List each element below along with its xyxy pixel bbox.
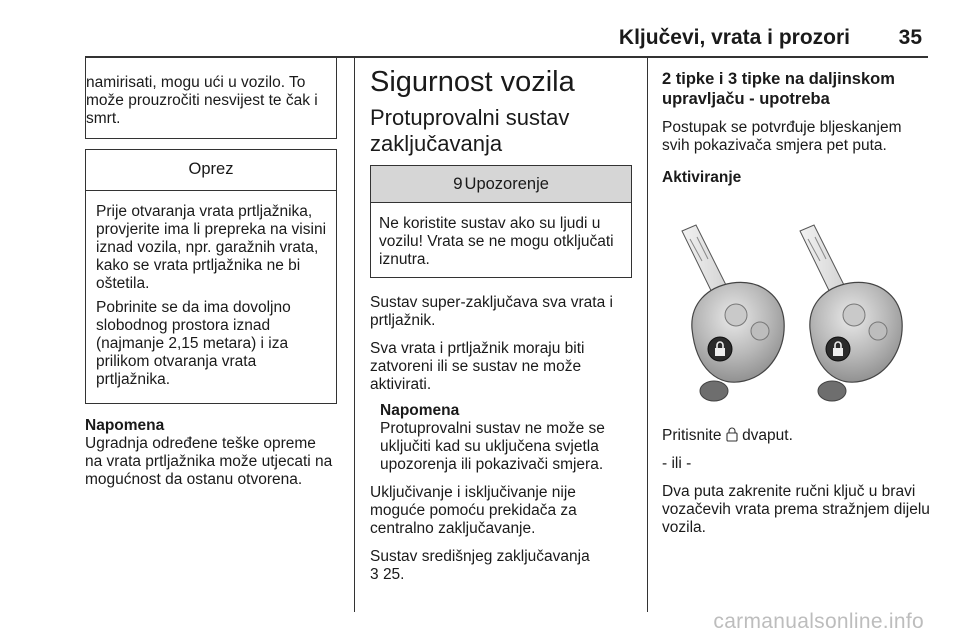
subsection-title: Protuprovalni sustav zaključavanja bbox=[370, 105, 570, 156]
body-paragraph bbox=[370, 548, 632, 584]
warning-box bbox=[370, 165, 632, 278]
press-suffix: dvaput. bbox=[742, 427, 793, 444]
subsection-heading: 2 tipke i 3 tipke na daljinskom upravljaču - upotreba bbox=[662, 70, 895, 108]
body-paragraph: Postupak se potvrđuje bljeskanjem svih pokazivača smjera pet puta. bbox=[662, 119, 902, 154]
caution-body bbox=[86, 191, 336, 403]
warning-continuation-box bbox=[85, 57, 337, 139]
reference-text: Sustav središnjeg zaključavanja bbox=[370, 548, 590, 565]
body-paragraph: Uključivanje i isključivanje nije moguće pomoću prekidača za centralno zaključavanje. bbox=[370, 484, 577, 537]
continued-text: namirisati, mogu ući u vozilo. To može prouzročiti nesvijest te čak i smrt. bbox=[86, 74, 318, 127]
caution-box bbox=[85, 149, 337, 404]
or-separator: - ili - bbox=[662, 455, 692, 472]
caution-paragraph: Prije otvaranja vrata prtljažnika, provjerite ima li prepreka na visini iznad vozila, npr. garažnih vrata, kako se vrata prtljažnika ne bi oštetila. bbox=[96, 203, 327, 292]
warning-heading: Upozorenje bbox=[464, 175, 549, 193]
column-right bbox=[662, 57, 930, 537]
column-middle bbox=[370, 57, 632, 584]
running-head bbox=[0, 26, 960, 56]
note-block bbox=[370, 402, 632, 474]
remote-key-right bbox=[800, 225, 902, 401]
body-paragraph: Sustav super-zaključava sva vrata i prtljažnik. bbox=[370, 294, 613, 329]
reference-arrow-icon: 3 bbox=[370, 566, 379, 583]
page-reference-link[interactable]: 25. bbox=[382, 566, 405, 583]
sub-heading: Aktiviranje bbox=[662, 169, 742, 186]
note-text: Protuprovalni sustav ne može se uključiti kad su uključena svjetla upozorenja ili pokazivači smjera. bbox=[380, 420, 605, 473]
caution-paragraph: Pobrinite se da ima dovoljno slobodnog prostora iznad (najmanje 2,15 metara) i iza prilikom otvaranja vrata prtljažnika. bbox=[96, 299, 291, 388]
note-heading: Napomena bbox=[85, 417, 165, 434]
page-number: 35 bbox=[898, 26, 922, 49]
note-heading: Napomena bbox=[380, 402, 460, 419]
body-paragraph: Sva vrata i prtljažnik moraju biti zatvoreni ili se sustav ne može aktivirati. bbox=[370, 340, 585, 393]
watermark: carmanualsonline.info bbox=[713, 610, 924, 633]
column-divider bbox=[647, 57, 648, 612]
warning-body bbox=[371, 203, 631, 277]
note-block bbox=[85, 417, 337, 489]
body-paragraph bbox=[662, 427, 930, 445]
caution-heading: Oprez bbox=[86, 150, 336, 191]
note-text: Ugradnja određene teške opreme na vrata prtljažnika može utjecati na mogućnost da ostanu otvorena. bbox=[85, 435, 333, 488]
warning-header bbox=[371, 166, 631, 203]
chapter-title: Ključevi, vrata i prozori bbox=[618, 26, 850, 49]
press-prefix: Pritisnite bbox=[662, 427, 722, 444]
padlock-icon bbox=[726, 427, 738, 442]
warning-text: Ne koristite sustav ako su ljudi u vozilu! Vrata se ne mogu otključati iznutra. bbox=[379, 215, 614, 268]
body-paragraph: Dva puta zakrenite ručni ključ u bravi vozačevih vrata prema stražnjem dijelu vozila. bbox=[662, 483, 930, 536]
remote-key-left bbox=[682, 225, 784, 401]
remote-keys-illustration bbox=[662, 209, 930, 414]
column-left bbox=[85, 57, 337, 489]
warning-triangle-icon: 9 bbox=[453, 174, 463, 193]
section-title: Sigurnost vozila bbox=[370, 66, 575, 98]
column-divider bbox=[354, 57, 355, 612]
